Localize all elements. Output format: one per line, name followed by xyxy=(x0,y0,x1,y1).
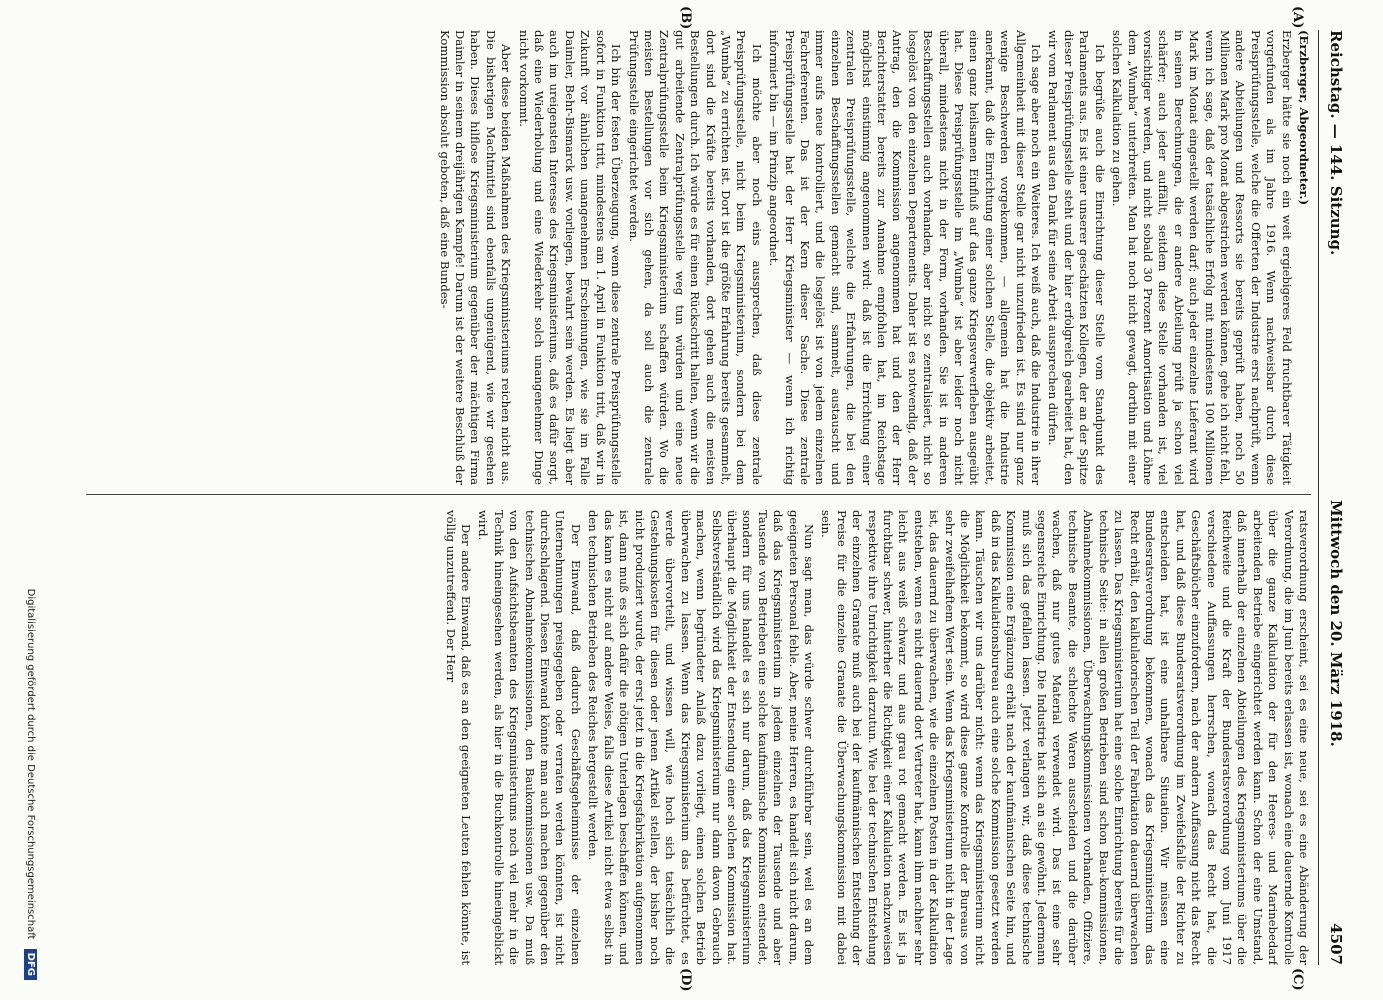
column-divider xyxy=(86,494,1311,495)
paragraph: Erzberger hätte sie noch ein weit ergiebigeres Feld fruchtbarer Tätigkeit vorgefunden als im Jahre 1916. Wenn nachweisbar durch diese Preisprüfungsstelle, welche die Offerten der Industrie erst nachprüft, wenn andere Abteilungen und Ressorts sie bereits geprüft haben, noch 50 Millionen Mark pro Monat abgestrichen werden können, gehe ich nicht fehl, wenn ich sage, daß der tatsächliche Erfolg mit mindestens 100 Millionen Mark im Monat eingestellt werden darf; auch jeder einzelne Lieferant wird in seinen Berechnungen, die er andere Abteilung prüft ja schon viel schärfer; auch jeder auffällt, seitdem diese Stelle vorhanden ist, viel vorsichtiger werden, und nicht sobald 30 Prozent Amortisation und Löhne dem „Wumba“ unterbreiten. Man hat noch nicht gewagt, dorthin mit einer solchen Kalkulation zu gehen. xyxy=(1110,30,1294,485)
paragraph: Der andere Einwand, daß es an den geeigneten Leuten fehlen könnte, ist völlig unzutreffend. Der Herr xyxy=(443,510,474,965)
speaker-attribution: (Erzberger, Abgeordneter.) xyxy=(1297,30,1311,206)
margin-mark-c: (C) xyxy=(1290,968,1305,991)
paragraph: Aber diese beiden Maßnahmen des Kriegsministeriums reichen nicht aus. Die bisherigen Machtmittel sind ebenfalls ungenügend, wie wir gesehen haben. Dieses hilflose Kriegsministerium gegenüber der mächtigen Firma Daimler in seinem dreijährigen Kampfe! Darum ist der weitere Beschluß der Kommission absolut geboten, daß eine Bundes- xyxy=(437,30,514,485)
header-date: Mittwoch den 20. März 1918. xyxy=(1327,500,1345,747)
paragraph: Der Einwand, daß dadurch Geschäftsgeheimnisse der einzelnen Unternehmungen preisgegeben oder verraten werden könnten, ist nicht durchschlagend. Diesen Einwand könnte man auch machen gegenüber den technischen Abnahmekommissionen, den Baukommissionen usw. Da muß von den Aufsichtsbeamten des Kriegsministeriums noch viel mehr in die Technik hineingesehen werden, als hier in die Buchkontrolle hineingeblickt wird. xyxy=(476,510,583,965)
dfg-logo: DFG xyxy=(24,949,37,980)
header-session: Reichstag. — 144. Sitzung. xyxy=(1327,30,1345,256)
page-number: 4507 xyxy=(1327,923,1345,965)
paragraph: ratsverordnung erscheint, sei es eine neue, sei es eine Abänderung der Verordnung, die im Juni bereits erlassen ist, wonach eine dauernde Kontrolle über die ganze Kalkulation der für den Heeres- und Marinebedarf arbeitenden Betriebe eingerichtet werden kann. Schon der eine Umstand, daß innerhalb der einzelnen Abteilungen des Kriegsministeriums über die Reichweite und die Kraft der Bundesratsverordnung vom Juni 1917 verschiedene Auffassungen herrschen, wonach das Recht hat, die Geschäftsbücher einzufordern, nach der andern Auffassung nicht das Recht hat, und daß diese Bundesratsverordnung im Zweifelsfalle der Richter zu entscheiden hat, ist eine unhaltbare Situation. Wir müssen eine Bundesratsverordnung bekommen, wonach das Kriegsministerium das Recht erhält, den kalkulatorischen Teil der Fabrikation dauernd überwachen zu lassen. Das Kriegsministerium hat eine solche Einrichtung bereits für die technische Seite: in allen großen Betrieben sind schon Bau-kommissionen, Abnahmekommissionen, Überwachungskommissionen vorhanden, Offiziere, technische Beamte, die schlechte Waren ausscheiden und die darüber wachen, daß nur gutes Material verwendet wird. Das ist eine sehr segensreiche Einrichtung. Die Industrie hat sich an sie gewöhnt. Jedermann muß sich das gefallen lassen. Jetzt verlangen wir, daß diese technische Kommission eine Ergänzung erhält nach der kaufmännischen Seite hin, und daß in das Kalkulationsbureau auch eine solche Kommission gesetzt werden kann. Täuschen wir uns darüber nicht: wenn das Kriegsministerium nicht die Möglichkeit bekommt, so wird diese ganze Kontrolle der Bureaus von sehr zweifelhaftem Wert sein. Wenn das Kriegsministerium nicht in der Lage ist, das dauernd zu überwachen, wie die einzelnen Posten in der Kalkulation entstehen, wenn es nicht dauernd dort Vertreter hat, kann ihm nachher sehr leicht aus weiß schwarz und aus grau rot gemacht werden. Es ist ja furchtbar schwer, hinterher die Richtigkeit einer Kalkulation nachzuweisen respektive ihre Unrichtigkeit darzutun. Wie bei der technischen Entstehung der einzelnen Granate muß auch bei der kaufmännischen Entstehung der Preise für die einzelne Granate die Überwachungskommission mit dabei sein. xyxy=(819,510,1311,965)
digitization-credit xyxy=(17,420,37,980)
margin-mark-a: (A) xyxy=(1290,6,1305,29)
margin-mark-d: (D) xyxy=(678,968,693,992)
credit-text: Digitalisierung gefördert durch die Deutsche Forschungsgemeinschaft xyxy=(25,588,36,940)
paragraph: Nun sagt man, das würde schwer durchführbar sein, weil es an dem geeigneten Personal fehle. Aber, meine Herren, es handelt sich nicht darum, daß das Kriegsministerium in jedem einzelnen der Tausende und aber Tausende von Betrieben eine solche kaufmännische Kommission entsendet, sondern für uns handelt es sich nur darum, daß das Kriegsministerium überhaupt die Möglichkeit der Entsendung einer solchen Kommission hat. Selbstverständlich wird das Kriegsministerium nur dann davon Gebrauch machen, wenn begründeter Anlaß dazu vorliegt, einen solchen Betrieb überwachen zu lassen. Wenn das Kriegsministerium das befürchtet, es werde übervorteilt, und wissen will, wie hoch sich tatsächlich die Gestehungskosten für diesen oder jenen Artikel stellen, der bisher noch nicht produziert wurde, der erst jetzt in die Kriegsfabrikation aufgenommen ist, dann muß es sich dafür die nötigen Unterlagen beschaffen können, und das kann es nicht auf andere Weise, falls diese Artikel nicht etwa selbst in den technischen Betrieben des Reiches hergestellt werden. xyxy=(586,510,816,965)
paragraph: Ich möchte aber noch eins aussprechen, daß diese zentrale Preisprüfungsstelle, nicht beim Kriegsministerium, sondern bei dem „Wumba“ zu errichten ist. Dort ist die größte Erfahrung bereits gesammelt, dort sind die Kräfte bereits vorhanden, dort gehen auch die meisten Bestellungen durch. Ich würde es für einen Rückschritt halten, wenn wir die gut arbeitende Zentralprüfungsstelle weg tun würden und eine neue Zentralprüfungsstelle beim Kriegsministerium schaffen würden. Wo die meisten Bestellungen vor sich gehen, da soll auch die zentrale Prüfungsstelle eingerichtet werden. xyxy=(626,30,764,485)
paragraph: Ich sage aber noch ein Weiteres. Ich weiß auch, daß die Industrie in ihrer Allgemeinheit mit dieser Stelle gar nicht unzufrieden ist. Es sind nur ganz wenige Beschwerden vorgekommen, — allgemein hat die Industrie anerkannt, daß die Einrichtung einer solchen Stelle, die objektiv arbeitet, einen ganz heilsamen Einfluß auf das ganze Kriegsverwerfleben ausgeübt hat. Diese Preisprüfungsstelle im „Wumba“ ist aber leider noch nicht überall, mindestens nicht in der Form, vorhanden. Sie ist in anderen Beschaffungsstellen auch vorhanden, aber nicht so zentralisiert, nicht so losgelöst von den einzelnen Departements. Daher ist es notwendig, daß der Antrag, den die Kommission angenommen hat und den der Herr Berichterstatter bereits zur Annahme empfohlen hat, im Reichstage möglichst einstimmig angenommen wird: daß ist die Errichtung einer zentralen Preisprüfungsstelle, welche die Erfahrungen, die bei den einzelnen Beschaffungsstellen gemacht sind, sammelt, austauscht und immer aufs neue kontrolliert, und die losgelöst ist von jedem einzelnen Fachreferenten. Das ist der Kern dieser Sache. Diese zentrale Preisprüfungsstelle hat der Herr Kriegsminister — wenn ich richtig informiert bin — im Prinzip angeordnet. xyxy=(767,30,1044,485)
paragraph: Ich bin der festen Überzeugung, wenn diese zentrale Preisprüfungsstelle sofort in Funktion tritt, mindestens am 1. April in Funktion tritt, daß wir in Zukunft vor ähnlichen unangenehmen Erscheinungen, wie sie im Falle Daimler, Behr-Bismarck usw. vorliegen, bewahrt sein werden. Es liegt aber auch im ureigensten Interesse des Kriegsministeriums, daß es dafür sorgt, daß eine Wiederholung und eine Wiederkehr solch unangenehmer Dinge nicht vorkommt. xyxy=(516,30,624,485)
left-column xyxy=(81,30,1311,485)
paragraph: Ich begrüße auch die Einrichtung dieser Stelle vom Standpunkt des Parlaments aus. Es ist einer unserer geschätzten Kollegen, der an der Spitze dieser Preisprüfungsstelle steht und der hier erfolgreich gearbeitet hat, den wir vom Parlament aus den Dank für seine Arbeit aussprechen dürfen. xyxy=(1046,30,1107,485)
margin-mark-b: (B) xyxy=(678,6,693,30)
right-column xyxy=(81,510,1311,965)
page-header xyxy=(1321,30,1345,965)
header-rule xyxy=(1318,30,1319,965)
